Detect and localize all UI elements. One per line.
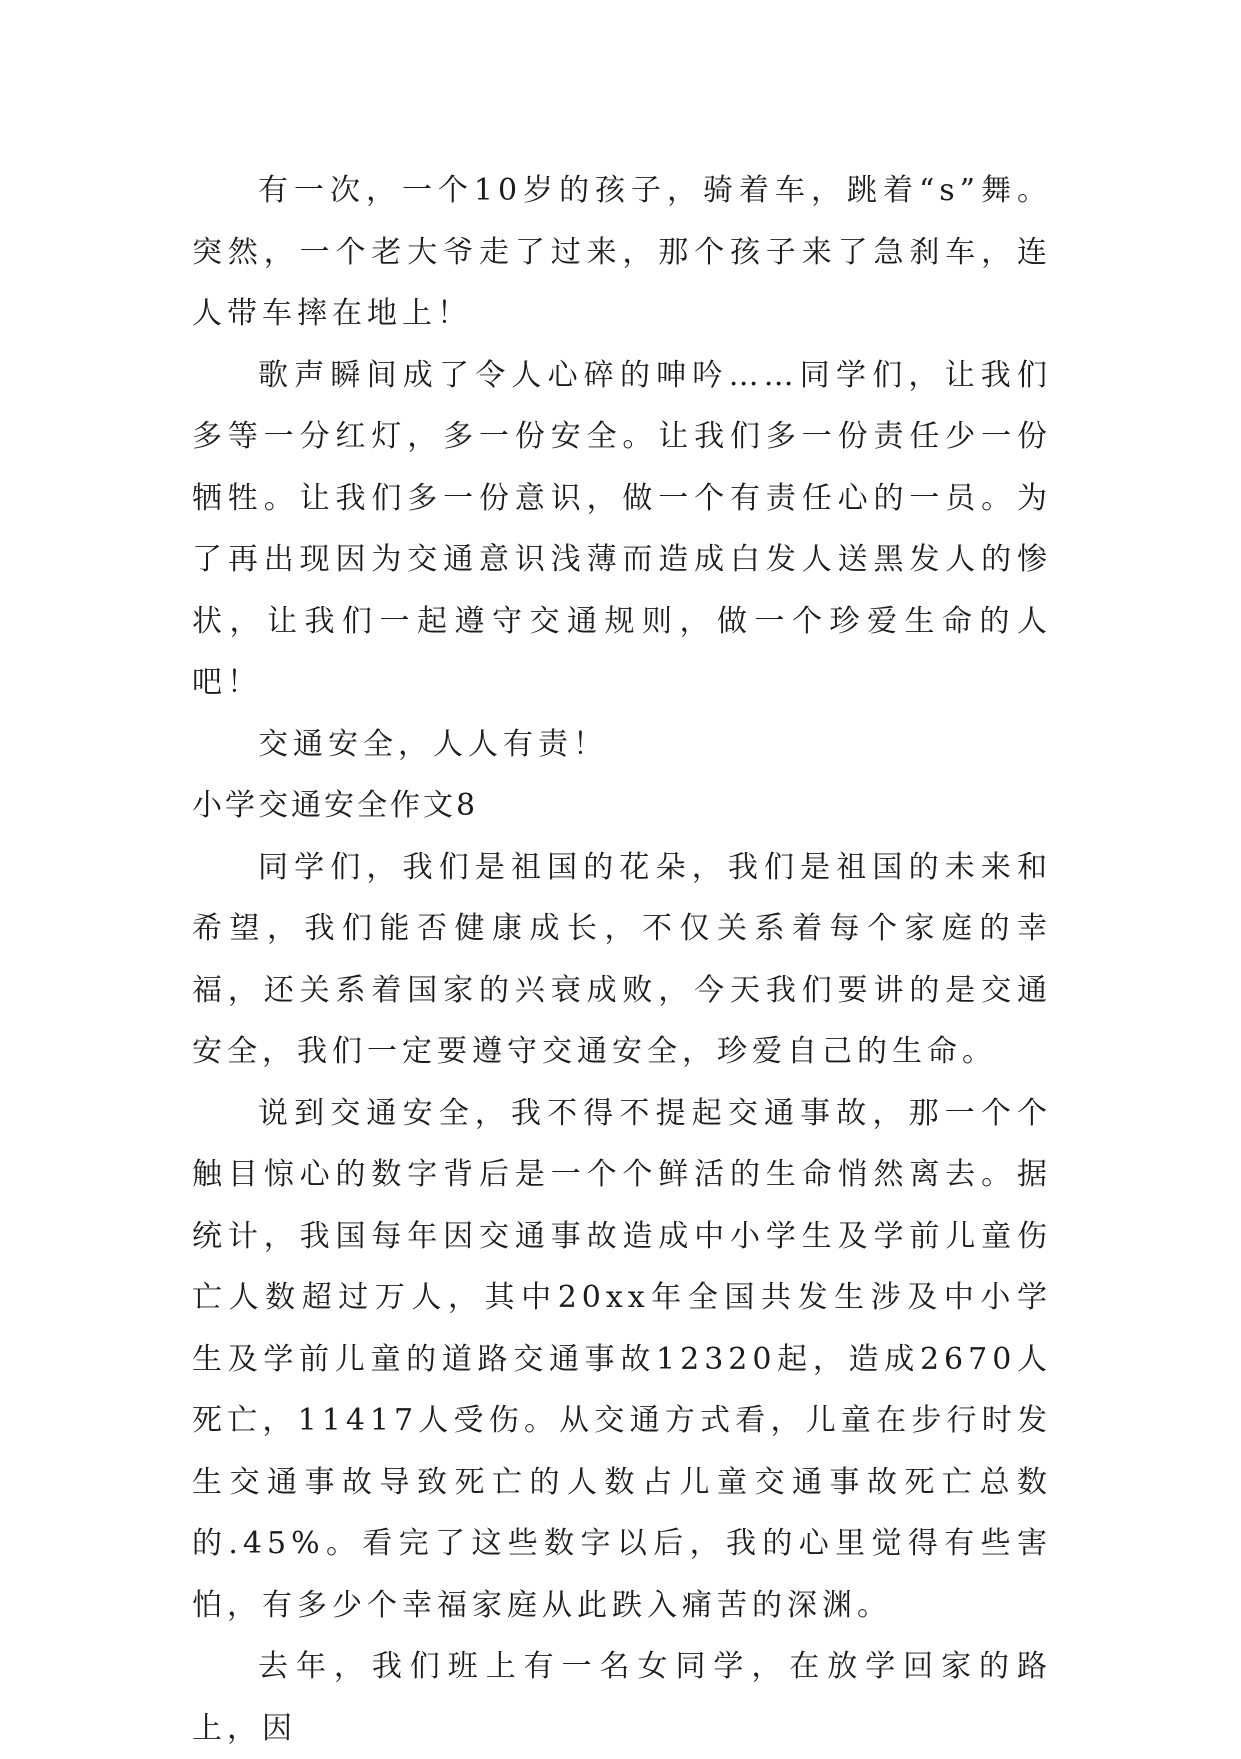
paragraph-statistics: 说到交通安全，我不得不提起交通事故，那一个个触目惊心的数字背后是一个个鲜活的生命悄然离去。据统计，我国每年因交通事故造成中小学生及学前儿童伤亡人数超过万人，其中20xx年全国共发生涉及中小学生及学前儿童的道路交通事故12320起，造成2670人死亡，11417人受伤。从交通方式看，儿童在步行时发生交通事故导致死亡的人数占儿童交通事故死亡总数的.45%。看完了这些数字以后，我的心里觉得有些害怕，有多少个幸福家庭从此跌入痛苦的深渊。 [192,1095,1052,1623]
document-body [192,160,1052,1759]
paragraph-classmate-story: 去年，我们班上有一名女同学，在放学回家的路上，因 [192,1649,1052,1746]
paragraph-slogan: 交通安全，人人有责！ [258,726,608,762]
essay-title: 小学交通安全作文8 [192,788,479,823]
paragraph-story-incident: 有一次，一个10岁的孩子，骑着车，跳着“s”舞。突然，一个老大爷走了过来，那个孩子来了急刹车，连人带车摔在地上！ [192,173,1052,331]
paragraph-intro: 同学们，我们是祖国的花朵，我们是祖国的未来和希望，我们能否健康成长，不仅关系着每个家庭的幸福，还关系着国家的兴衰成败，今天我们要讲的是交通安全，我们一定要遵守交通安全，珍爱自己的生命。 [192,849,1052,1069]
paragraph-safety-appeal: 歌声瞬间成了令人心碎的呻吟……同学们，让我们多等一分红灯，多一份安全。让我们多一份责任少一份牺牲。让我们多一份意识，做一个有责任心的一员。为了再出现因为交通意识浅薄而造成白发人送黑发人的惨状，让我们一起遵守交通规则，做一个珍爱生命的人吧！ [192,357,1052,700]
